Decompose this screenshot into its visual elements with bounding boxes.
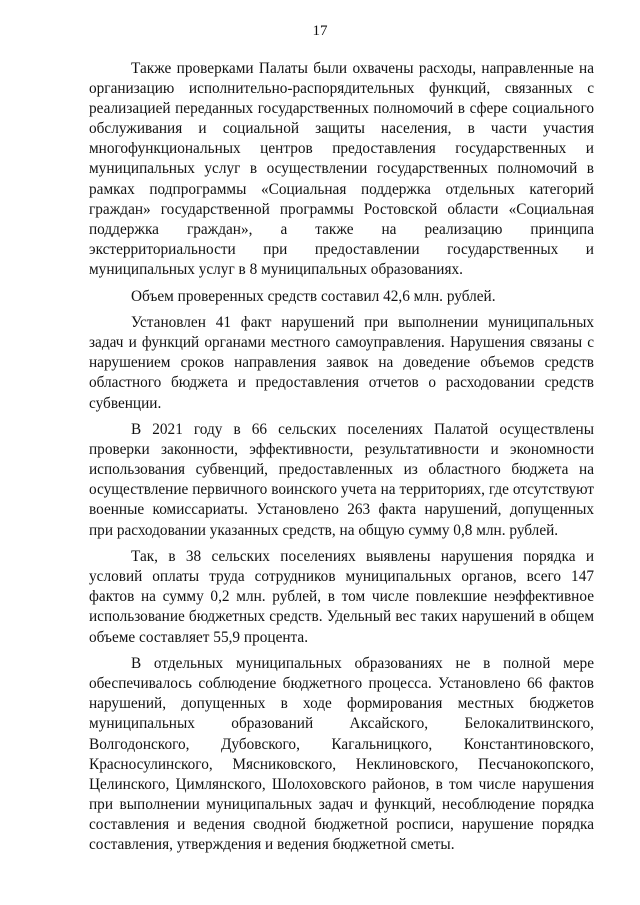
document-body — [89, 59, 594, 862]
paragraph-budget-process: В отдельных муниципальных образованиях не в полной мере обеспечивалось соблюдение бюджетного процесса. Установлено 66 фактов нарушений, допущенных в ходе формирования местных бюджетов муниципальных образований Аксайского, Белокалитвинского, Волгодонского, Дубовского, Кагальницкого, Константиновского, Красносулинского, Мясниковского, Неклиновского, Песчанокопского, Целинского, Цимлянского, Шолоховского районов, в том числе нарушения при выполнении муниципальных задач и функций, несоблюдение порядка составления и ведения сводной бюджетной росписи, нарушение порядка составления, утверждения и ведения бюджетной сметы. — [89, 655, 594, 853]
page-number: 17 — [312, 23, 328, 39]
paragraph-violations-municipal: Установлен 41 факт нарушений при выполнении муниципальных задач и функций органами местного самоуправления. Нарушения связаны с нарушением сроков направления заявок на доведение объемов средств областного бюджета и предоставления отчетов о расходовании средств субвенции. — [89, 314, 594, 412]
paragraph-expenses-verified: Также проверками Палаты были охвачены расходы, направленные на организацию исполнительно-распорядительных функций, связанных с реализацией переданных государственных полномочий в сфере социального обслуживания и социальной защиты населения, в части участия многофункциональных центров предоставления государственных и муниципальных услуг в осуществлении государственных полномочий в рамках подпрограммы «Социальная поддержка отдельных категорий граждан» государственной программы Ростовской области «Социальная поддержка граждан», а также на реализацию принципа экстерриториальности при предоставлении государственных и муниципальных услуг в 8 муниципальных образованиях. — [89, 60, 594, 278]
paragraph-labor-payment: Так, в 38 сельских поселениях выявлены нарушения порядка и условий оплаты труда сотрудников муниципальных органов, всего 147 фактов на сумму 0,2 млн. рублей, в том числе повлекшие неэффективное использование бюджетных средств. Удельный вес таких нарушений в общем объеме составляет 55,9 процента. — [89, 548, 594, 646]
paragraph-funds-volume: Объем проверенных средств составил 42,6 млн. рублей. — [131, 287, 496, 305]
paragraph-military-registration: В 2021 году в 66 сельских поселениях Палатой осуществлены проверки законности, эффективности, результативности и экономности использования субвенций, предоставленных из областного бюджета на осуществление первичного воинского учета на территориях, где отсутствуют военные комиссариаты. Установлено 263 факта нарушений, допущенных при расходовании указанных средств, на общую сумму 0,8 млн. рублей. — [89, 421, 594, 539]
